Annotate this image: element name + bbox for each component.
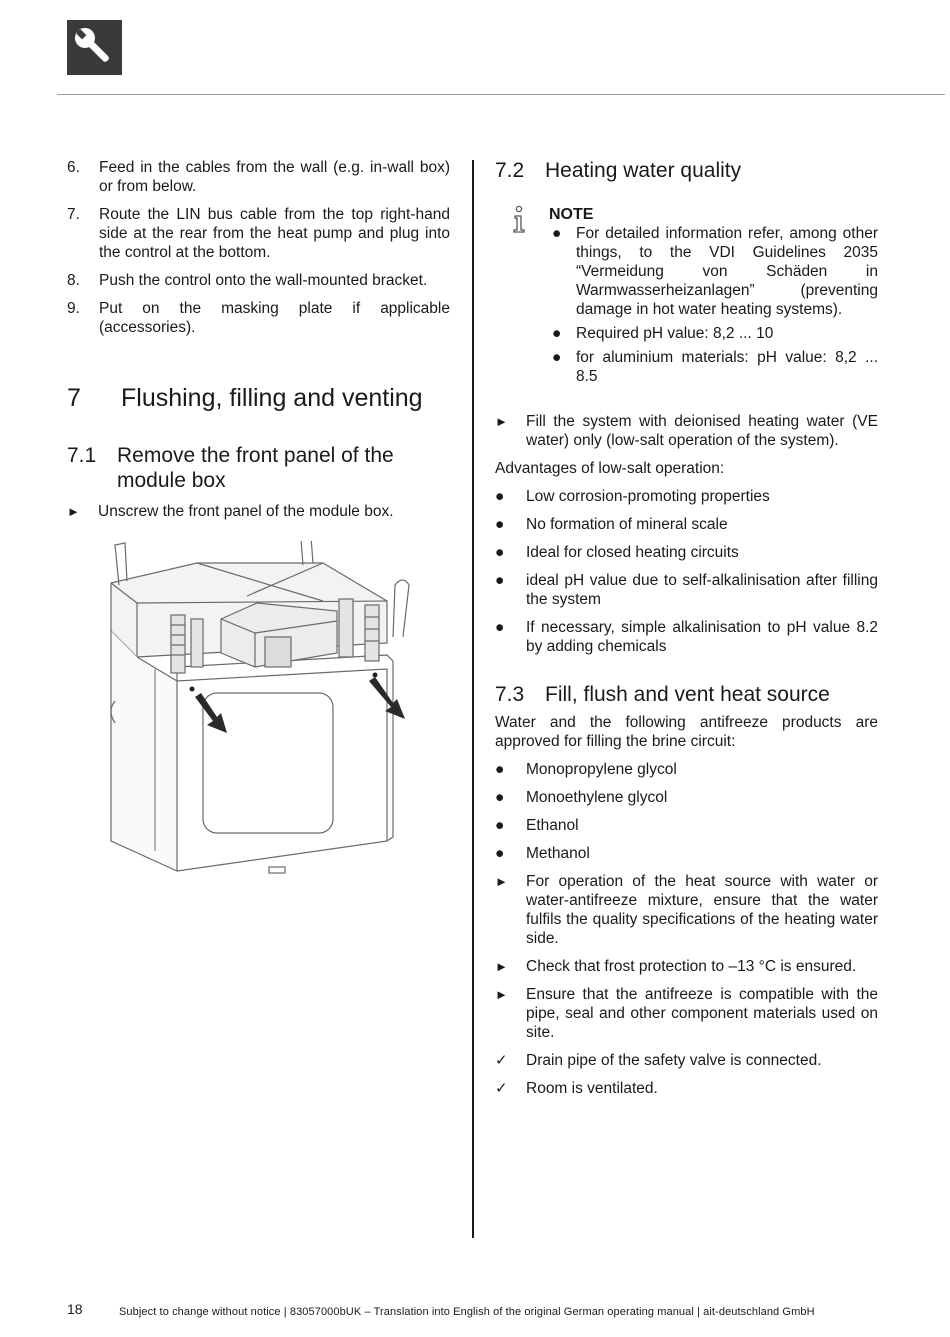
note-item: ● for aluminium materials: pH value: 8,2 ... 8.5 [552, 349, 878, 385]
list-item: ● No formation of mineral scale [495, 516, 728, 533]
step-item: 6. Feed in the cables from the wall (e.g. in-wall box) or from below. [67, 159, 450, 195]
right-column [495, 158, 878, 1098]
module-box-illustration [97, 541, 437, 881]
note-item: ● Required pH value: 8,2 ... 10 [552, 325, 774, 342]
page-number: 18 [67, 1301, 83, 1317]
list-item: ● Ideal for closed heating circuits [495, 544, 739, 561]
note-item: ● For detailed information refer, among other things, to the VDI Guidelines 2035 “Vermeidung von Schäden in Warmwasserheizanlagen” (preventing damage in hot water heating systems). [552, 225, 878, 318]
chapter-heading: 7 Flushing, filling and venting [67, 384, 423, 412]
section-icon-box [67, 20, 122, 75]
check-item: ✓ Room is ventilated. [495, 1080, 658, 1097]
list-item: ● Monopropylene glycol [495, 761, 677, 778]
step-item: 7. Route the LIN bus cable from the top right-hand side at the rear from the heat pump and plug into the control at the bottom. [67, 206, 450, 261]
list-item: ● Low corrosion-promoting properties [495, 488, 770, 505]
arrow-icon: ► [67, 504, 80, 519]
action-step: ► Unscrew the front panel of the module box. [67, 503, 394, 520]
action-step: ► Ensure that the antifreeze is compatible with the pipe, seal and other component materials used on site. [495, 986, 878, 1041]
check-item: ✓ Drain pipe of the safety valve is connected. [495, 1052, 822, 1069]
advantages-intro: Advantages of low-salt operation: [495, 460, 725, 477]
action-step: ► Check that frost protection to –13 °C is ensured. [495, 958, 857, 975]
list-item: ● ideal pH value due to self-alkalinisation after filling the system [495, 572, 878, 608]
list-item: ● If necessary, simple alkalinisation to pH value 8.2 by adding chemicals [495, 619, 878, 655]
arrow-icon: ► [495, 959, 508, 974]
list-item: ● Methanol [495, 845, 590, 862]
left-column [67, 158, 450, 886]
note-list [549, 224, 878, 386]
info-icon [509, 205, 529, 235]
wrench-icon [67, 20, 122, 75]
approved-intro: Water and the following antifreeze products are approved for filling the brine circuit: [495, 714, 878, 750]
arrow-icon: ► [495, 987, 508, 1002]
section-heading-7-3: 7.3 Fill, flush and vent heat source [495, 683, 830, 706]
header-rule [57, 94, 945, 95]
action-step: ► For operation of the heat source with water or water-antifreeze mixture, ensure that the water fulfils the quality specifications of the heating water side. [495, 873, 878, 947]
products-list [495, 760, 878, 863]
section-heading-7-2: 7.2 Heating water quality [495, 159, 742, 182]
footer-text: Subject to change without notice | 83057000bUK – Translation into English of the original German operating manual | ait-deutschland GmbH [119, 1306, 815, 1318]
step-list [67, 158, 450, 337]
column-divider [472, 160, 474, 1238]
check-icon: ✓ [495, 1052, 508, 1069]
arrow-icon: ► [495, 874, 508, 889]
section-heading-7-1: 7.1 Remove the front panel of the module box [67, 444, 394, 492]
advantages-list [495, 487, 878, 656]
check-icon: ✓ [495, 1080, 508, 1097]
arrow-icon: ► [495, 414, 508, 429]
list-item: ● Ethanol [495, 817, 579, 834]
note-title: NOTE [549, 206, 594, 223]
action-step: ► Fill the system with deionised heating water (VE water) only (low-salt operation of the system). [495, 413, 878, 449]
list-item: ● Monoethylene glycol [495, 789, 668, 806]
note-block [495, 205, 878, 386]
step-item: 9. Put on the masking plate if applicable (accessories). [67, 300, 450, 336]
step-item: 8. Push the control onto the wall-mounted bracket. [67, 272, 428, 289]
